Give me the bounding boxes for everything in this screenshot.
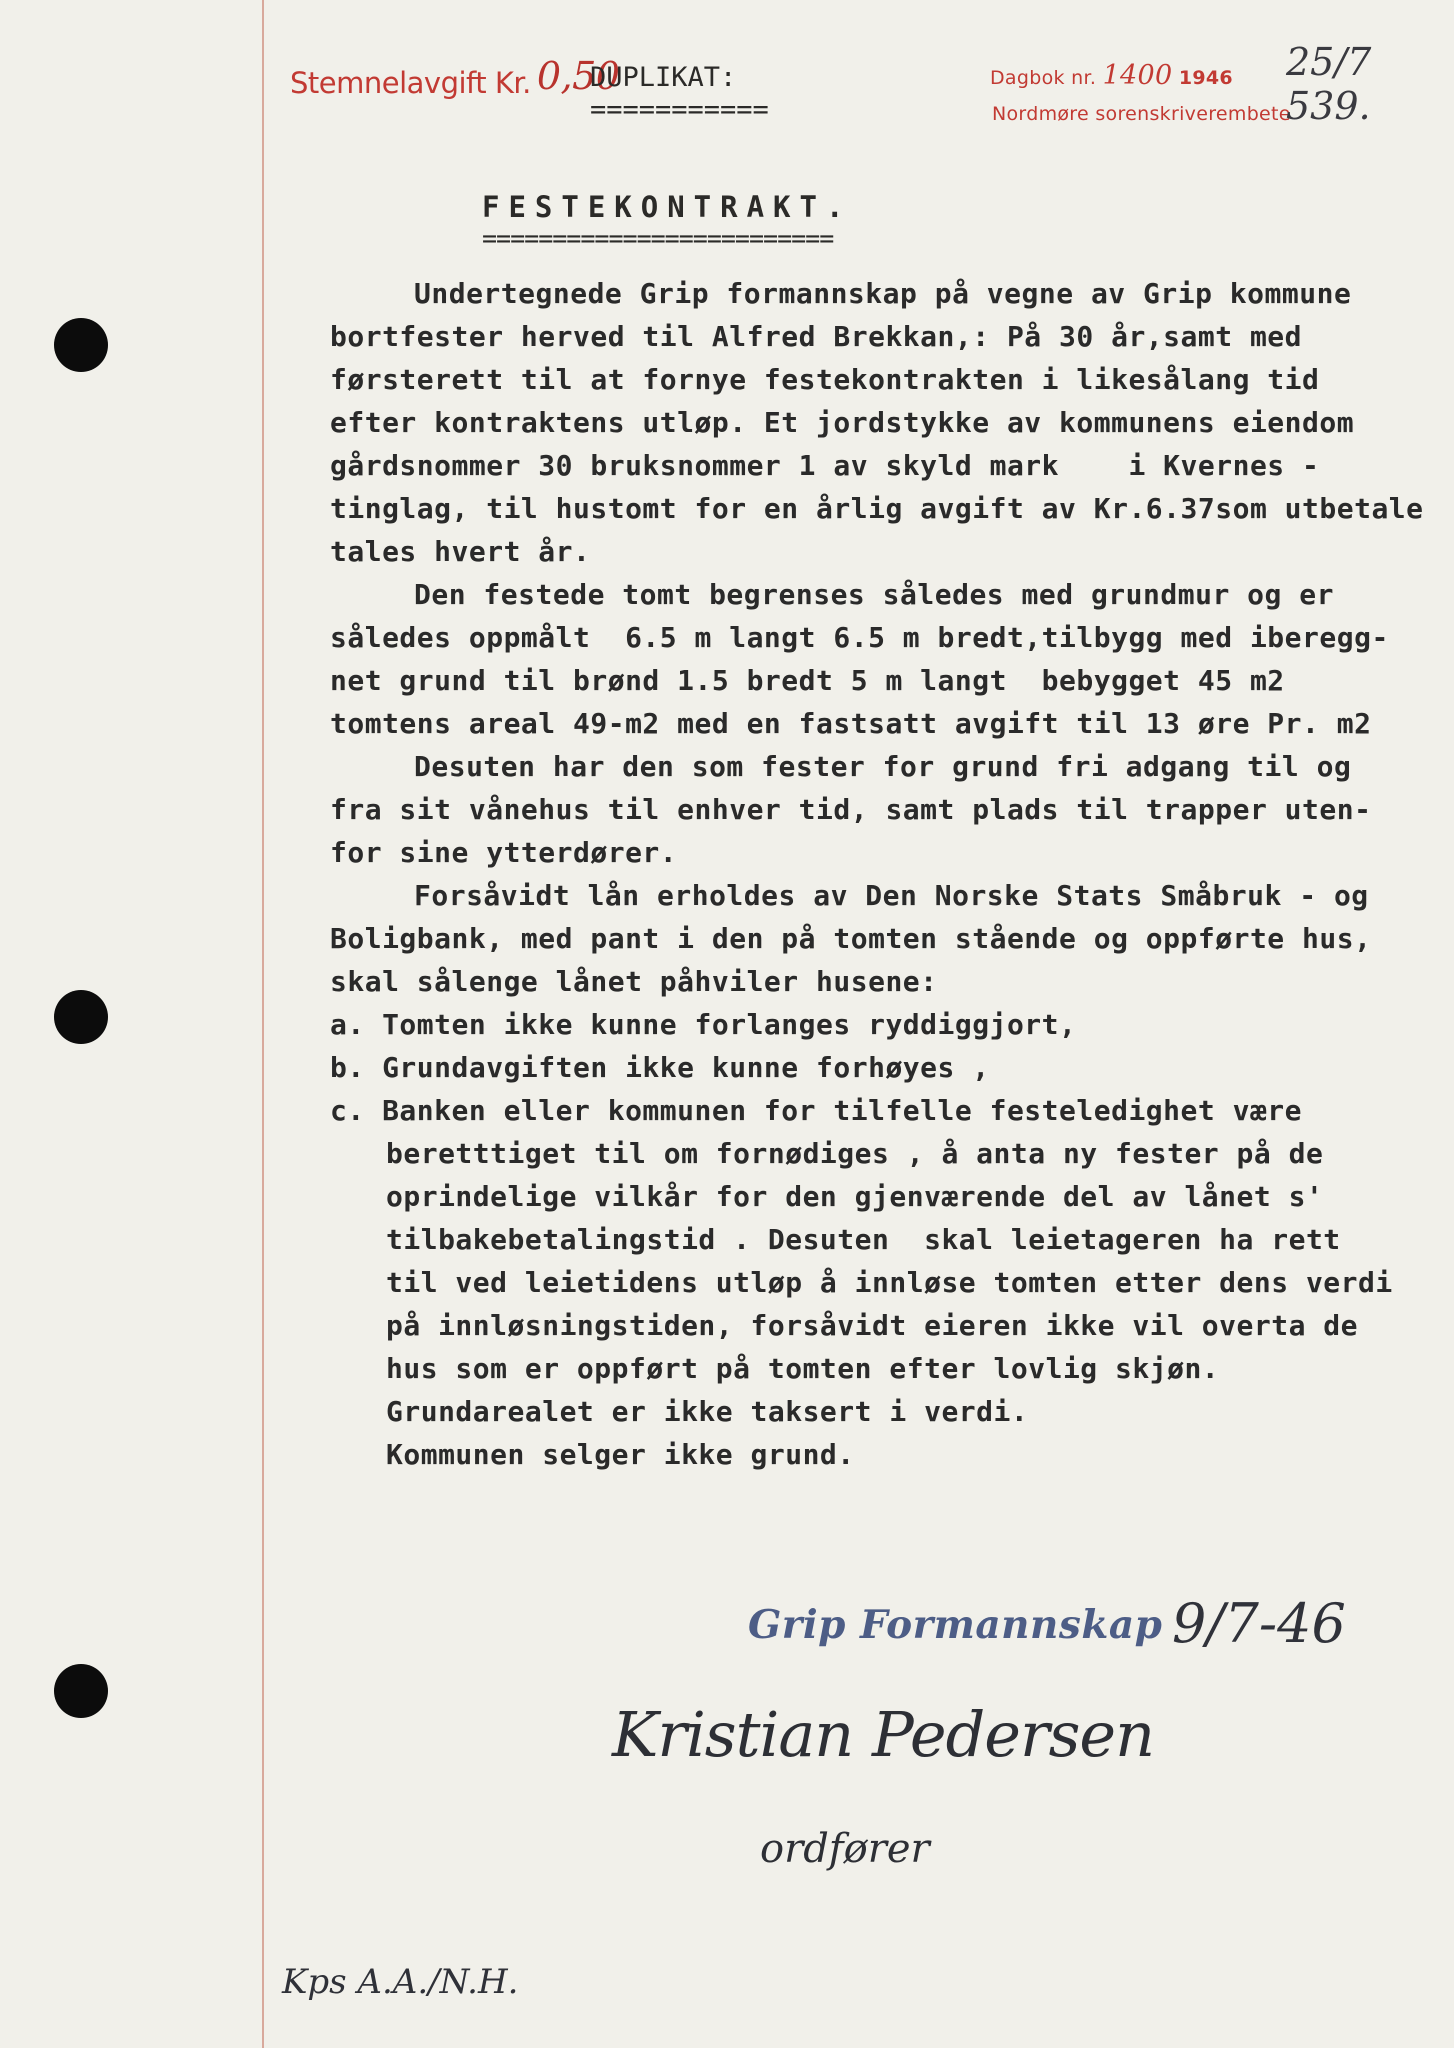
body-line: Den festede tomt begrenses således med grundmur og er xyxy=(414,578,1334,611)
bottom-note: Kps A.A./N.H. xyxy=(282,1962,519,2002)
body-line: gårdsnommer 30 bruksnommer 1 av skyld mark i Kvernes - xyxy=(330,449,1320,482)
document-title: FESTEKONTRAKT. xyxy=(482,190,853,224)
body-line: Desuten har den som fester for grund fri adgang til og xyxy=(414,750,1352,783)
body-line: tomtens areal 49-m2 med en fastsatt avgift til 13 øre Pr. m2 xyxy=(330,707,1372,740)
register-year: 1946 xyxy=(1178,67,1233,89)
body-line: for sine ytterdører. xyxy=(330,836,678,869)
body-line: Kommunen selger ikke grund. xyxy=(386,1438,855,1471)
duplicate-rule: =========== xyxy=(590,94,769,125)
punch-hole-middle xyxy=(54,990,108,1044)
body-line: således oppmålt 6.5 m langt 6.5 m bredt,tilbygg med iberegg- xyxy=(330,621,1389,654)
list-item-c: c. Banken eller kommunen for tilfelle festeledighet være xyxy=(330,1094,1303,1127)
contract-body xyxy=(330,272,1430,1476)
body-line: bortfester herved til Alfred Brekkan,: På 30 år,samt med xyxy=(330,320,1303,353)
punch-hole-top xyxy=(54,318,108,372)
body-line: beretttiget til om fornødiges , å anta ny fester på de xyxy=(386,1137,1324,1170)
list-item-a: a. Tomten ikke kunne forlanges ryddiggjort, xyxy=(330,1008,1077,1041)
handwritten-reference: 25/7 539. xyxy=(1286,40,1372,128)
signature-title: ordfører xyxy=(760,1826,930,1872)
duplicate-label: DUPLIKAT: xyxy=(590,62,737,93)
list-item-b: b. Grundavgiften ikke kunne forhøyes , xyxy=(330,1051,990,1084)
body-line: tilbakebetalingstid . Desuten skal leietageren ha rett xyxy=(386,1223,1341,1256)
body-line: tales hvert år. xyxy=(330,535,591,568)
fee-stamp-value: 0,50 xyxy=(536,54,620,98)
body-line: hus som er oppført på tomten efter lovlig skjøn. xyxy=(386,1352,1220,1385)
fee-stamp xyxy=(290,54,620,102)
margin-line xyxy=(262,0,264,2048)
body-line: skal sålenge lånet påhviler husene: xyxy=(330,965,938,998)
body-line: net grund til brønd 1.5 bredt 5 m langt bebygget 45 m2 xyxy=(330,664,1285,697)
register-stamp xyxy=(990,60,1233,91)
signature-date: 9/7-46 xyxy=(1172,1592,1346,1655)
body-line: førsterett til at fornye festekontrakten i likesålang tid xyxy=(330,363,1320,396)
title-rule: ========================= xyxy=(482,224,834,253)
duplicate-heading xyxy=(590,62,769,126)
body-line: fra sit vånehus til enhver tid, samt plads til trapper uten- xyxy=(330,793,1372,826)
fee-stamp-label: Stemnelavgift Kr. xyxy=(290,66,531,100)
council-stamp: Grip Formannskap xyxy=(748,1602,1163,1648)
body-line: efter kontraktens utløp. Et jordstykke av kommunens eiendom xyxy=(330,406,1355,439)
office-stamp: Nordmøre sorenskriverembete xyxy=(992,103,1291,125)
punch-hole-bottom xyxy=(54,1664,108,1718)
register-number: 1400 xyxy=(1102,60,1173,91)
register-label: Dagbok nr. xyxy=(990,67,1097,89)
body-line: tinglag, til hustomt for en årlig avgift av Kr.6.37som utbetale xyxy=(330,492,1424,525)
body-line: Undertegnede Grip formannskap på vegne av Grip kommune xyxy=(414,277,1352,310)
body-line: til ved leietidens utløp å innløse tomten etter dens verdi xyxy=(386,1266,1393,1299)
body-line: Grundarealet er ikke taksert i verdi. xyxy=(386,1395,1029,1428)
body-line: Forsåvidt lån erholdes av Den Norske Stats Småbruk - og xyxy=(414,879,1369,912)
body-line: på innløsningstiden, forsåvidt eieren ikke vil overta de xyxy=(386,1309,1359,1342)
body-line: Boligbank, med pant i den på tomten stående og oppførte hus, xyxy=(330,922,1372,955)
body-line: oprindelige vilkår for den gjenværende del av lånet s' xyxy=(386,1180,1324,1213)
signature: Kristian Pedersen xyxy=(612,1698,1155,1771)
